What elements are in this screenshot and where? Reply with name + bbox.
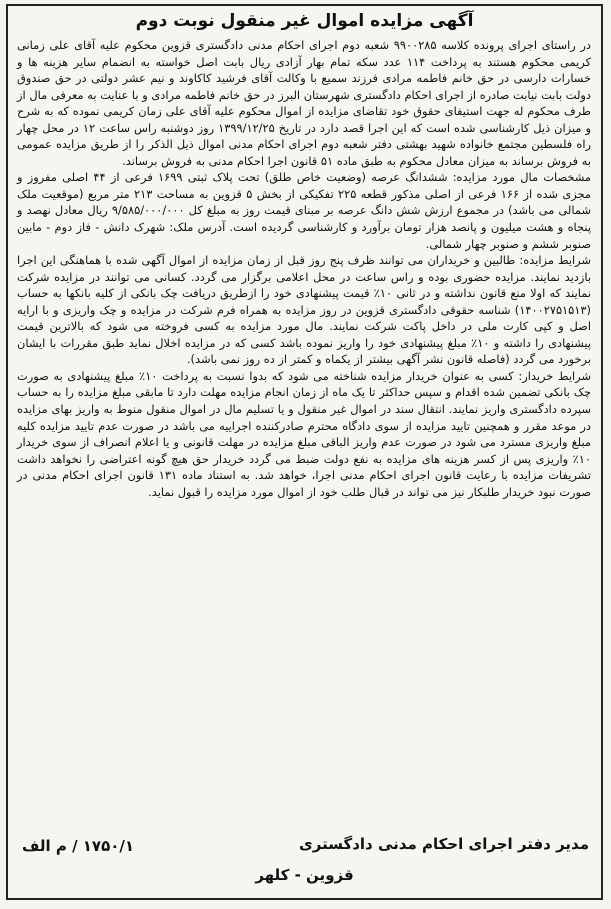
property-specs-paragraph: مشخصات مال مورد مزایده: ششدانگ عرصه (وضعیت خاص طلق) تحت پلاک ثبتی ۱۶۹۹ فرعی از ۴۴ اصلی مفروز و مجزی شده از ۱۶۶ فرعی از اصلی مذکور قطعه ۲۲۵ تفکیکی از بخش ۵ قزوین به مساحت ۲۱۳ متر مربع (موقعیت ملک شمالی می باشد) در مجموع ارزش شش دانگ عرصه بر مبنای قیمت روز به مبلغ کل ۹/۵۸۵/۰۰۰/۰۰۰ ریال معادل نهصد و پنجاه و هشت میلیون و پانصد هزار تومان برآورد و کارشناسی گردیده است. آدرس ملک: شهرک دانش - فاز دوم - مابین صنوبر ششم و صنوبر چهار شمالی.	[17, 170, 592, 251]
signatory-place: قزوین - کلهر	[255, 866, 354, 884]
signatory-title: مدیر دفتر اجرای احکام مدنی دادگستری	[299, 835, 589, 853]
buyer-conditions-paragraph: شرایط خریدار: کسی به عنوان خریدار مزایده شناخته می شود که بدوا نسبت به پرداخت ۱۰٪ مبلغ پیشنهادی به صورت چک بانکی تضمین شده اقدام و سپس حداکثر تا یک ماه از زمان انجام مزایده مهلت دارد تا مابقی مبلغ مزایده را به حساب سپرده دادگستری واریز نمایند. انتقال سند در اموال غیر منقول و یا تسلیم مال در اموال منقول منوط به واریز بهای مزایده در موعد مقرر و همچنین تایید مزایده از سوی دادگاه محترم صادرکننده اجراییه می باشد در صورت عدم تایید مزایده کلیه مبلغ واریزی مسترد می شود در صورت عدم واریز الباقی مبلغ مزایده در مهلت قانونی و یا اعلام انصراف از سوی خریدار ۱۰٪ واریزی پس از کسر هزینه های مزایده به نفع دولت ضبط می گردد خریدار حق هیچ گونه اعتراضی را نخواهد داشت تشریفات مزایده با رعایت قانون اجرای احکام مدنی اجرا، خواهد شد. به استناد ماده ۱۳۱ قانون اجرای احکام مدنی در صورت نبود خریدار طلبکار نیز می تواند در قبال طلب خود از اموال مورد مزایده را قبول نماید.	[17, 368, 591, 499]
notice-frame	[6, 4, 603, 900]
notice-number: ۱۷۵۰/۱ / م الف	[22, 837, 135, 855]
notice-title: آگهی مزایده اموال غیر منقول نوبت دوم	[135, 11, 474, 31]
auction-conditions-paragraph: شرایط مزایده: طالبین و خریداران می توانند ظرف پنج روز قبل از زمان مزایده از اموال آگهی شده با هماهنگی این اجرا بازدید نمایند. مزایده حضوری بوده و راس ساعت در محل اعلامی برگزار می گردد. کسانی می توانند در مزایده شرکت نمایند که اولا منع قانون نداشته و در ثانی ۱۰٪ قیمت پیشنهادی خود را ازطریق دریافت چک بانکی از کلیه بانکها به حساب (۱۴۰۰۲۷۵۱۵۱۳) شناسه حقوقی دادگستری قزوین در روز مزایده به همراه فرم شرکت در مزایده و چک واریزی و با ارایه اصل و کپی کارت ملی در داخل پاکت شرکت نمایند. مال مورد مزایده به کسی فروخته می شود که بالاترین قیمت پیشنهادی را داشته و ۱۰٪ مبلغ پیشنهادی خود را واریز نموده باشد کسی که در مزایده اخلال نماید طبق مقررات با ایشان برخورد می گردد (فاصله قانون نشر آگهی بیشتر از یکماه و کمتر از ده روز نمی باشد).	[17, 253, 591, 367]
intro-paragraph: در راستای اجرای پرونده کلاسه ۹۹۰۰۲۸۵ شعبه دوم اجرای احکام مدنی دادگستری قزوین محکوم علیه آقای علی زمانی کریمی محکوم هستند به پرداخت ۱۱۴ عدد سکه تمام بهار آزادی ریال بابت اصل خواسته به انضمام سایر هزینه ها و خسارات دارسی در حق خانم فاطمه مرادی فرزند سمیع با وکالت آقای فرشید کاکاوند و نیم عشر دولتی در حق صندوق دولت بابت نیابت صادره از اجرای احکام دادگستری شهرستان البرز در حق خانم فاطمه مرادی و با عنایت به معرفی مال از طرف محکوم له جهت استیفای حقوق خود تقاضای مزایده از اموال محکوم علیه آقای علی زمان کریمی نموده که به شرح و میزان ذیل کارشناسی شده است که این اجرا قصد دارد در تاریخ ۱۳۹۹/۱۲/۲۵ روز دوشنبه راس ساعت ۱۲ در محل چهار راه فلسطین مجتمع خانواده شهید بهشتی دفتر شعبه دوم اجرای احکام مدنی اموال ذیل الذکر را از طریق مزایده عمومی به فروش برساند به میزان معادل محکوم به طبق ماده ۵۱ قانون اجرا احکام مدنی به فروش برساند.	[17, 38, 591, 168]
notice-body	[17, 37, 591, 500]
